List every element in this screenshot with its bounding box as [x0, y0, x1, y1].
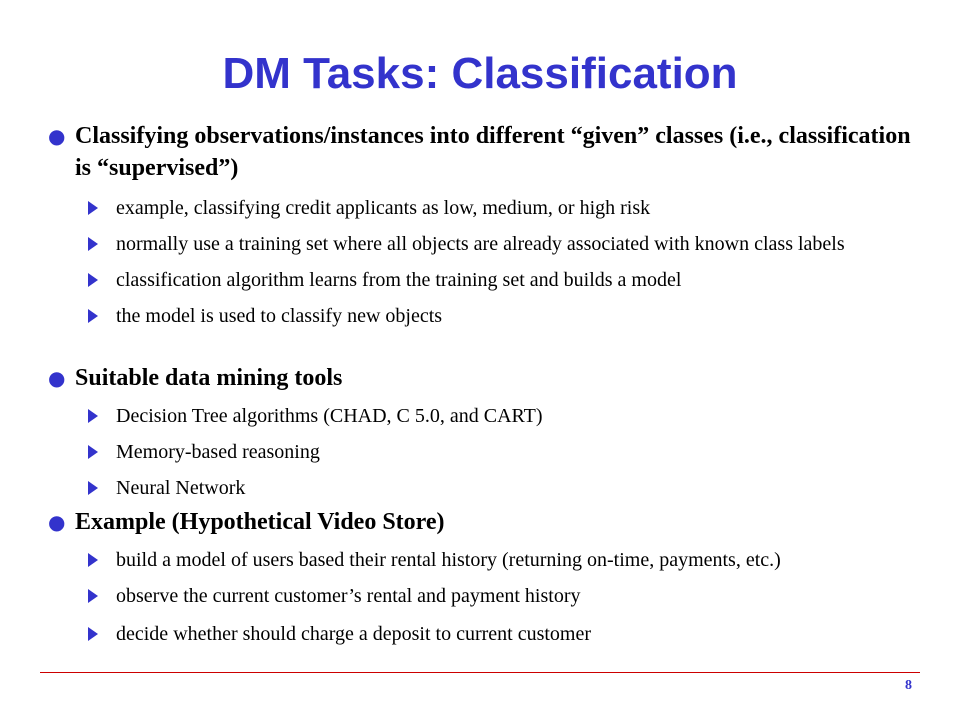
- list-item-text: classification algorithm learns from the training set and builds a model: [116, 269, 682, 291]
- right-triangle-icon: [88, 445, 98, 459]
- list-item: [48, 622, 928, 646]
- section-heading: [48, 506, 928, 538]
- section-example: [48, 506, 928, 646]
- list-item-text: observe the current customer’s rental and payment history: [116, 585, 581, 607]
- list-item-text: the model is used to classify new objects: [116, 305, 443, 327]
- right-triangle-icon: [88, 309, 98, 323]
- section-heading: [48, 120, 928, 184]
- right-triangle-icon: [88, 553, 98, 567]
- section-tools: [48, 362, 928, 500]
- page-number: 8: [905, 678, 912, 693]
- sub-item-list: [48, 548, 928, 646]
- list-item: [48, 232, 928, 256]
- list-item: [48, 476, 928, 500]
- section-heading: [48, 362, 928, 394]
- filled-circle-icon: ●: [48, 366, 66, 390]
- list-item: [48, 548, 928, 572]
- right-triangle-icon: [88, 237, 98, 251]
- list-item-text: example, classifying credit applicants as low, medium, or high risk: [116, 197, 651, 219]
- list-item: [48, 304, 928, 328]
- list-item-text: decide whether should charge a deposit to current customer: [116, 623, 592, 645]
- list-item: [48, 196, 928, 220]
- list-item: [48, 440, 928, 464]
- list-item-text: normally use a training set where all objects are already associated with known class labels: [116, 233, 845, 255]
- filled-circle-icon: ●: [48, 510, 66, 534]
- list-item-text: Memory-based reasoning: [116, 441, 320, 463]
- section-heading-text: Classifying observations/instances into different “given” classes (i.e., classification is “supervised”): [75, 123, 911, 181]
- list-item: [48, 584, 928, 608]
- sub-item-list: [48, 404, 928, 500]
- list-item-text: Neural Network: [116, 477, 246, 499]
- section-heading-text: Example (Hypothetical Video Store): [75, 509, 445, 535]
- filled-circle-icon: ●: [48, 124, 66, 148]
- right-triangle-icon: [88, 589, 98, 603]
- right-triangle-icon: [88, 201, 98, 215]
- right-triangle-icon: [88, 481, 98, 495]
- right-triangle-icon: [88, 409, 98, 423]
- list-item-text: build a model of users based their rental history (returning on-time, payments, etc.): [116, 549, 781, 571]
- slide-title: DM Tasks: Classification: [222, 49, 738, 98]
- right-triangle-icon: [88, 627, 98, 641]
- section-heading-text: Suitable data mining tools: [75, 365, 343, 391]
- list-item: [48, 268, 928, 292]
- list-item: [48, 404, 928, 428]
- section-classification: [48, 120, 928, 328]
- sub-item-list: [48, 196, 928, 328]
- right-triangle-icon: [88, 273, 98, 287]
- footer-divider: [40, 672, 920, 673]
- list-item-text: Decision Tree algorithms (CHAD, C 5.0, and CART): [116, 405, 543, 427]
